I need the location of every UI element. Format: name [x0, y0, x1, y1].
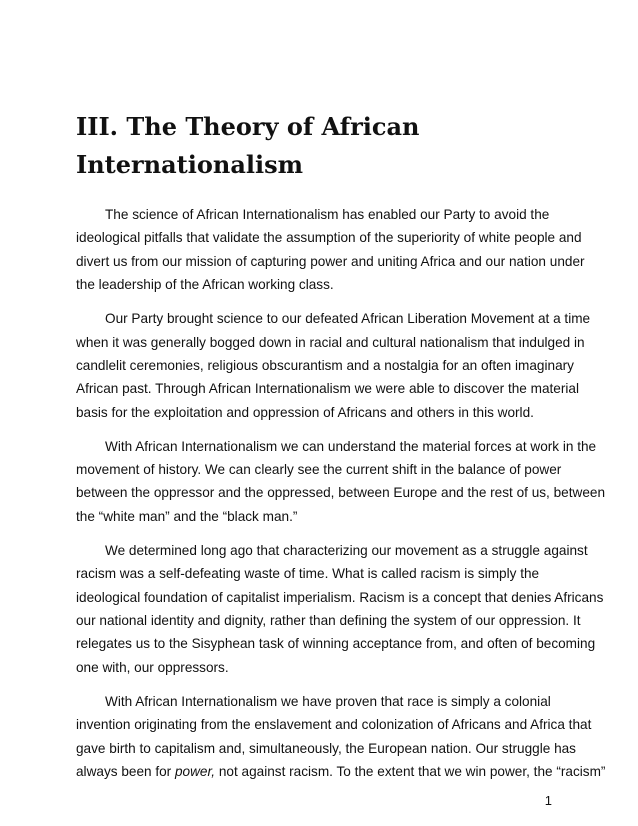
- body-text: [76, 203, 606, 794]
- paragraph: [76, 539, 604, 679]
- paragraph-line: With African Internationalism we have proven that race is simply a colonial: [105, 693, 551, 709]
- paragraph-line: ideological pitfalls that validate the assumption of the superiority of white people and: [76, 230, 582, 246]
- paragraph-line: With African Internationalism we can understand the material forces at work in the: [105, 438, 597, 454]
- paragraph-line: African past. Through African Internationalism we were able to discover the material: [76, 381, 579, 397]
- paragraph-line: the “white man” and the “black man.”: [76, 508, 298, 524]
- paragraph-line: The science of African Internationalism has enabled our Party to avoid the: [105, 207, 550, 222]
- paragraph: [76, 203, 585, 297]
- page-number: 1: [544, 793, 552, 808]
- paragraph-line: gave birth to capitalism and, simultaneously, the European nation. Our struggle has: [76, 740, 576, 756]
- emphasized-text: power,: [175, 763, 216, 779]
- paragraph-line: racism was a self-defeating waste of time. What is called racism is simply the: [76, 566, 540, 582]
- paragraph-line: candlelit ceremonies, religious obscurantism and a nostalgia for an often imaginary: [76, 357, 574, 373]
- text-run: always been for: [76, 763, 175, 779]
- paragraph-line: movement of history. We can clearly see the current shift in the balance of power: [76, 462, 562, 478]
- paragraph-line: invention originating from the enslavement and colonization of Africans and Africa that: [76, 717, 592, 733]
- section-heading: [76, 108, 576, 184]
- paragraph-line: Our Party brought science to our defeated African Liberation Movement at a time: [105, 311, 591, 327]
- section-heading-line-1: III. The Theory of African: [76, 112, 420, 141]
- paragraph-line: ideological foundation of capitalist imperialism. Racism is a concept that denies Africans: [76, 589, 604, 605]
- paragraph-line: one with, our oppressors.: [76, 659, 229, 675]
- text-run: not against racism. To the extent that we win power, the “racism”: [215, 763, 606, 779]
- paragraph-line: relegates us to the Sisyphean task of winning acceptance from, and often of becoming: [76, 636, 596, 652]
- paragraph-line: basis for the exploitation and oppression of Africans and others in this world.: [76, 404, 534, 420]
- paragraph-line: We determined long ago that characterizing our movement as a struggle against: [105, 542, 588, 558]
- paragraph-line: the leadership of the African working class.: [76, 277, 334, 293]
- paragraph-line: divert us from our mission of capturing power and uniting Africa and our nation under: [76, 253, 585, 269]
- paragraph-line: [76, 760, 606, 783]
- paragraph-line: between the oppressor and the oppressed, between Europe and the rest of us, between: [76, 485, 606, 501]
- paragraph: [76, 307, 591, 424]
- paragraph: [76, 435, 606, 529]
- section-heading-line-2: Internationalism: [76, 150, 304, 179]
- paragraph-line: when it was generally bogged down in racial and cultural nationalism that indulged in: [76, 334, 585, 350]
- paragraph-line: our national identity and dignity, rather than defining the system of our oppression. It: [76, 613, 581, 628]
- paragraph: [76, 690, 606, 784]
